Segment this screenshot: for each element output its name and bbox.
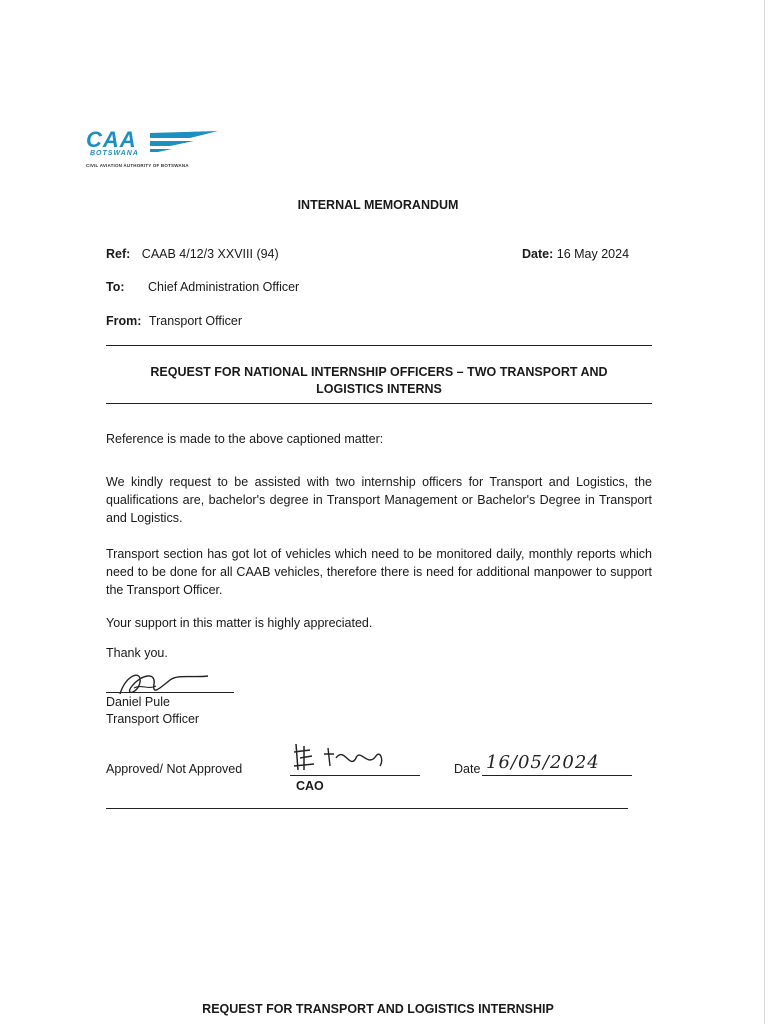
logo-sub-text: BOTSWANA [90, 150, 139, 157]
page-edge [764, 0, 765, 1024]
subject-line-2: LOGISTICS INTERNS [316, 382, 442, 396]
paragraph-request: We kindly request to be assisted with two internship officers for Transport and Logistics, the qualifications are, bachelor's degree in Transport Management or Bachelor's Degree in Transport and Logistics. [106, 475, 652, 525]
ref-line [106, 247, 279, 261]
subject-block [106, 364, 652, 398]
approval-date-label: Date [454, 762, 481, 776]
from-line [106, 314, 242, 328]
footer-title: REQUEST FOR TRANSPORT AND LOGISTICS INTERNSHIP [202, 1002, 554, 1016]
paragraph-reference: Reference is made to the above captioned matter: [106, 432, 384, 446]
handwritten-date: 16/05/2024 [486, 752, 600, 773]
signature-line [106, 692, 234, 693]
approver-line [290, 775, 420, 776]
logo-main-text: CAA [86, 127, 137, 152]
logo-wing-icon [150, 131, 220, 153]
divider [106, 345, 652, 346]
from-label: From: [106, 314, 142, 328]
date-line-underline [482, 775, 632, 776]
date-line [522, 247, 629, 261]
paragraph-appreciation: Your support in this matter is highly appreciated. [106, 616, 373, 630]
signatory-name: Daniel Pule [106, 695, 170, 709]
subject-line-1: REQUEST FOR NATIONAL INTERNSHIP OFFICERS – TWO TRANSPORT AND [150, 365, 608, 379]
to-line [106, 280, 299, 294]
caab-logo [86, 128, 226, 174]
from-value: Transport Officer [148, 314, 242, 328]
logo-tagline: CIVIL AVIATION AUTHORITY OF BOTSWANA [86, 163, 189, 168]
approver-signature-icon [290, 740, 390, 776]
signatory-title: Transport Officer [106, 712, 200, 726]
divider [106, 403, 652, 404]
to-value: Chief Administration Officer [148, 280, 300, 294]
paragraph-justification: Transport section has got lot of vehicles which need to be monitored daily, monthly reports which need to be done for all CAAB vehicles, therefore there is need for additional manpower to support the Transport Officer. [106, 547, 652, 597]
date-label: Date: [522, 247, 554, 261]
ref-value: CAAB 4/12/3 XXVIII (94) [141, 247, 279, 261]
date-value: 16 May 2024 [556, 247, 630, 261]
to-label: To: [106, 280, 125, 294]
ref-label: Ref: [106, 247, 131, 261]
divider [106, 808, 628, 809]
closing-text: Thank you. [106, 646, 168, 660]
approval-label: Approved/ Not Approved [106, 762, 243, 776]
approver-label: CAO [296, 779, 324, 793]
memo-heading: INTERNAL MEMORANDUM [297, 198, 459, 212]
